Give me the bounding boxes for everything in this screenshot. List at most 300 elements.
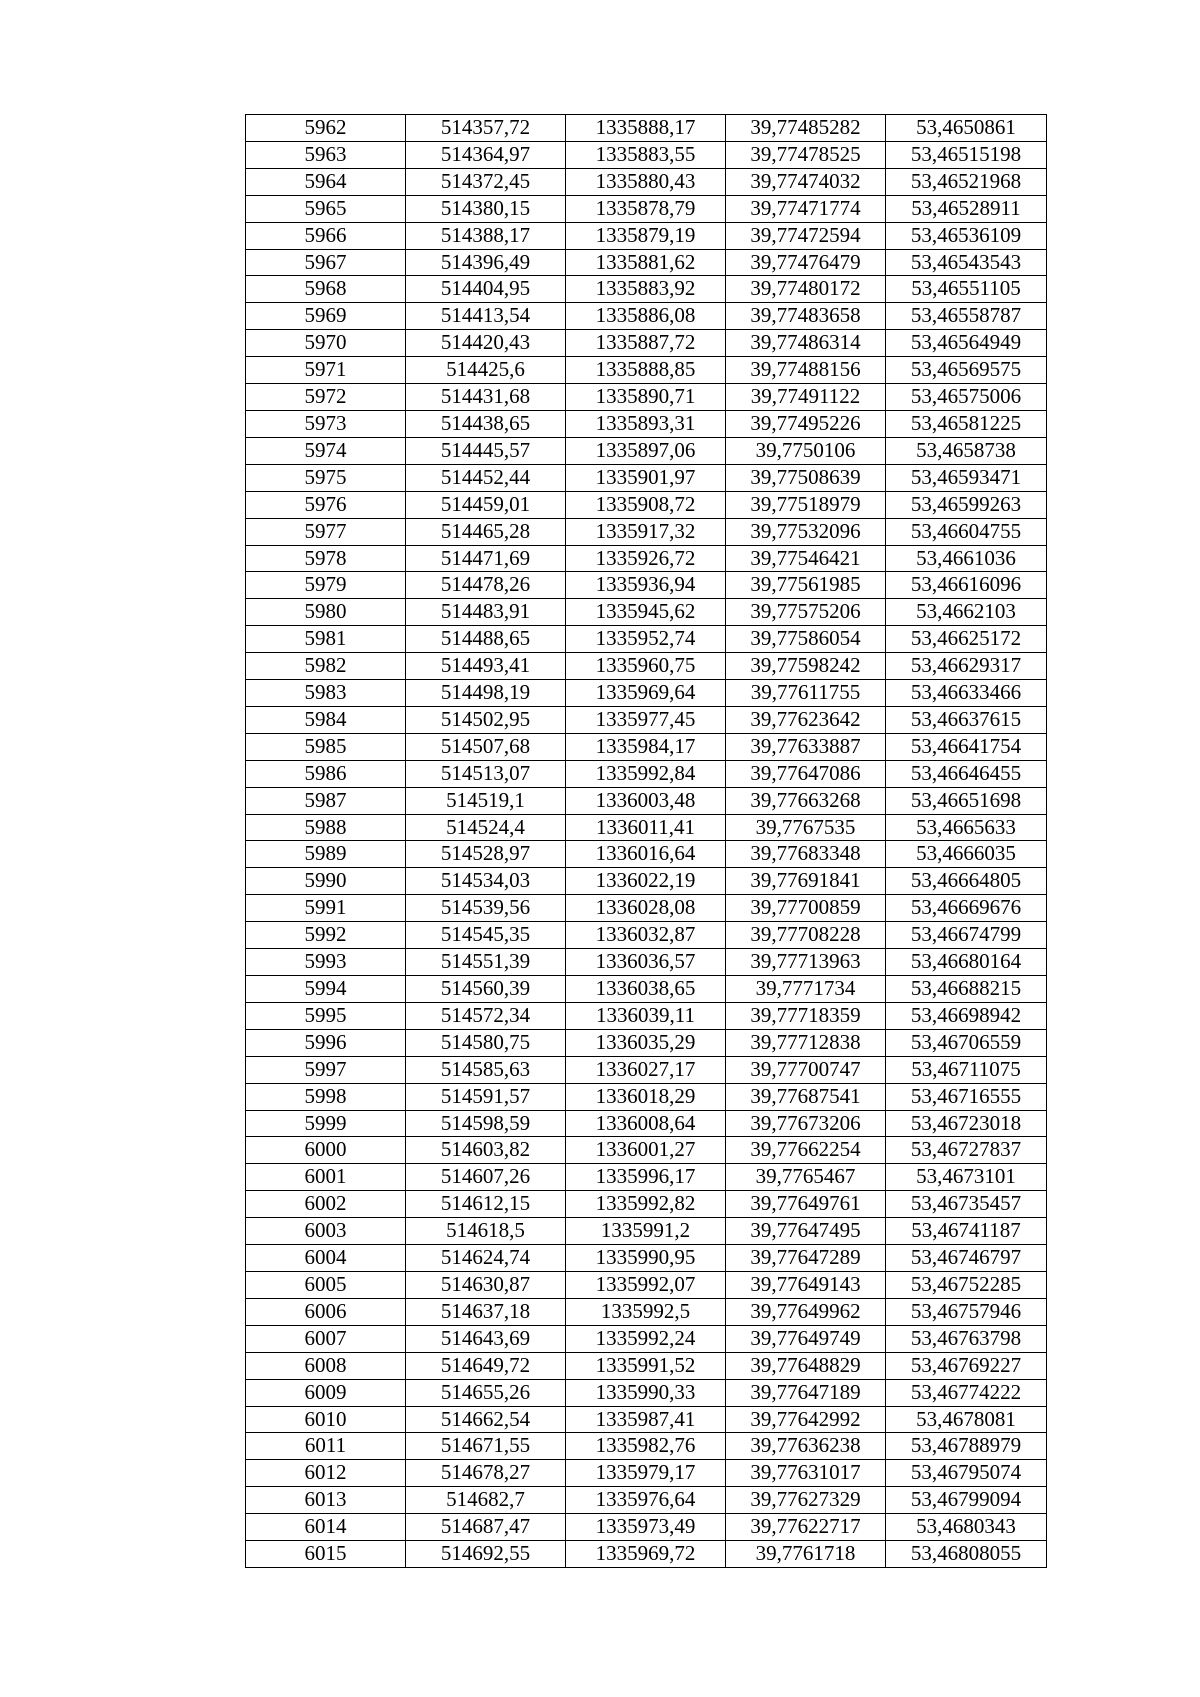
table-row <box>246 141 1047 168</box>
longitude-cell: 53,4680343 <box>886 1514 1047 1541</box>
table-row <box>246 1191 1047 1218</box>
latitude-cell: 39,7765467 <box>726 1164 886 1191</box>
longitude-cell: 53,46674799 <box>886 922 1047 949</box>
y-coordinate-cell: 1335992,07 <box>566 1271 726 1298</box>
y-coordinate-cell: 1335992,84 <box>566 760 726 787</box>
latitude-cell: 39,77546421 <box>726 545 886 572</box>
y-coordinate-cell: 1336036,57 <box>566 949 726 976</box>
y-coordinate-cell: 1335926,72 <box>566 545 726 572</box>
y-coordinate-cell: 1335879,19 <box>566 222 726 249</box>
table-row <box>246 1379 1047 1406</box>
table-row <box>246 841 1047 868</box>
longitude-cell: 53,46727837 <box>886 1137 1047 1164</box>
table-row <box>246 357 1047 384</box>
longitude-cell: 53,46716555 <box>886 1083 1047 1110</box>
latitude-cell: 39,77575206 <box>726 599 886 626</box>
point-number-cell: 6004 <box>246 1245 406 1272</box>
x-coordinate-cell: 514372,45 <box>406 168 566 195</box>
point-number-cell: 5986 <box>246 760 406 787</box>
latitude-cell: 39,77647495 <box>726 1218 886 1245</box>
y-coordinate-cell: 1335977,45 <box>566 706 726 733</box>
table-row <box>246 1029 1047 1056</box>
longitude-cell: 53,46604755 <box>886 518 1047 545</box>
x-coordinate-cell: 514678,27 <box>406 1460 566 1487</box>
x-coordinate-cell: 514452,44 <box>406 464 566 491</box>
latitude-cell: 39,77633887 <box>726 733 886 760</box>
longitude-cell: 53,46515198 <box>886 141 1047 168</box>
longitude-cell: 53,4665633 <box>886 814 1047 841</box>
latitude-cell: 39,77691841 <box>726 868 886 895</box>
table-row <box>246 949 1047 976</box>
y-coordinate-cell: 1335973,49 <box>566 1514 726 1541</box>
x-coordinate-cell: 514551,39 <box>406 949 566 976</box>
latitude-cell: 39,77647189 <box>726 1379 886 1406</box>
point-number-cell: 5964 <box>246 168 406 195</box>
longitude-cell: 53,46651698 <box>886 787 1047 814</box>
table-row <box>246 868 1047 895</box>
point-number-cell: 5976 <box>246 491 406 518</box>
latitude-cell: 39,77532096 <box>726 518 886 545</box>
point-number-cell: 6010 <box>246 1406 406 1433</box>
x-coordinate-cell: 514630,87 <box>406 1271 566 1298</box>
point-number-cell: 5973 <box>246 410 406 437</box>
point-number-cell: 5974 <box>246 437 406 464</box>
x-coordinate-cell: 514507,68 <box>406 733 566 760</box>
latitude-cell: 39,77663268 <box>726 787 886 814</box>
point-number-cell: 5981 <box>246 626 406 653</box>
point-number-cell: 5978 <box>246 545 406 572</box>
table-row <box>246 518 1047 545</box>
table-row <box>246 1514 1047 1541</box>
longitude-cell: 53,46735457 <box>886 1191 1047 1218</box>
y-coordinate-cell: 1335984,17 <box>566 733 726 760</box>
longitude-cell: 53,4650861 <box>886 115 1047 142</box>
longitude-cell: 53,46795074 <box>886 1460 1047 1487</box>
table-row <box>246 760 1047 787</box>
table-row <box>246 168 1047 195</box>
longitude-cell: 53,4662103 <box>886 599 1047 626</box>
latitude-cell: 39,77476479 <box>726 249 886 276</box>
x-coordinate-cell: 514618,5 <box>406 1218 566 1245</box>
longitude-cell: 53,46646455 <box>886 760 1047 787</box>
x-coordinate-cell: 514591,57 <box>406 1083 566 1110</box>
coordinates-table <box>245 114 1047 1568</box>
point-number-cell: 5979 <box>246 572 406 599</box>
x-coordinate-cell: 514459,01 <box>406 491 566 518</box>
y-coordinate-cell: 1335960,75 <box>566 653 726 680</box>
latitude-cell: 39,77561985 <box>726 572 886 599</box>
latitude-cell: 39,77636238 <box>726 1433 886 1460</box>
longitude-cell: 53,46664805 <box>886 868 1047 895</box>
longitude-cell: 53,46625172 <box>886 626 1047 653</box>
point-number-cell: 5994 <box>246 976 406 1003</box>
y-coordinate-cell: 1335888,17 <box>566 115 726 142</box>
table-row <box>246 1541 1047 1568</box>
latitude-cell: 39,77662254 <box>726 1137 886 1164</box>
longitude-cell: 53,46543543 <box>886 249 1047 276</box>
x-coordinate-cell: 514438,65 <box>406 410 566 437</box>
point-number-cell: 6011 <box>246 1433 406 1460</box>
y-coordinate-cell: 1336035,29 <box>566 1029 726 1056</box>
y-coordinate-cell: 1336032,87 <box>566 922 726 949</box>
x-coordinate-cell: 514488,65 <box>406 626 566 653</box>
table-row <box>246 464 1047 491</box>
x-coordinate-cell: 514687,47 <box>406 1514 566 1541</box>
latitude-cell: 39,77611755 <box>726 680 886 707</box>
point-number-cell: 6000 <box>246 1137 406 1164</box>
latitude-cell: 39,77472594 <box>726 222 886 249</box>
table-row <box>246 895 1047 922</box>
point-number-cell: 5967 <box>246 249 406 276</box>
point-number-cell: 5977 <box>246 518 406 545</box>
point-number-cell: 5970 <box>246 330 406 357</box>
table-row <box>246 1164 1047 1191</box>
y-coordinate-cell: 1335883,92 <box>566 276 726 303</box>
latitude-cell: 39,77687541 <box>726 1083 886 1110</box>
y-coordinate-cell: 1335991,52 <box>566 1352 726 1379</box>
y-coordinate-cell: 1336011,41 <box>566 814 726 841</box>
longitude-cell: 53,46616096 <box>886 572 1047 599</box>
y-coordinate-cell: 1336028,08 <box>566 895 726 922</box>
x-coordinate-cell: 514431,68 <box>406 384 566 411</box>
latitude-cell: 39,77683348 <box>726 841 886 868</box>
longitude-cell: 53,46808055 <box>886 1541 1047 1568</box>
x-coordinate-cell: 514545,35 <box>406 922 566 949</box>
point-number-cell: 5993 <box>246 949 406 976</box>
longitude-cell: 53,46569575 <box>886 357 1047 384</box>
point-number-cell: 5997 <box>246 1056 406 1083</box>
x-coordinate-cell: 514598,59 <box>406 1110 566 1137</box>
longitude-cell: 53,46637615 <box>886 706 1047 733</box>
table-row <box>246 733 1047 760</box>
latitude-cell: 39,77495226 <box>726 410 886 437</box>
y-coordinate-cell: 1335886,08 <box>566 303 726 330</box>
table-row <box>246 1406 1047 1433</box>
y-coordinate-cell: 1335976,64 <box>566 1487 726 1514</box>
point-number-cell: 5982 <box>246 653 406 680</box>
x-coordinate-cell: 514380,15 <box>406 195 566 222</box>
y-coordinate-cell: 1336001,27 <box>566 1137 726 1164</box>
latitude-cell: 39,77649761 <box>726 1191 886 1218</box>
table-row <box>246 1460 1047 1487</box>
x-coordinate-cell: 514649,72 <box>406 1352 566 1379</box>
table-row <box>246 330 1047 357</box>
longitude-cell: 53,46564949 <box>886 330 1047 357</box>
latitude-cell: 39,77508639 <box>726 464 886 491</box>
latitude-cell: 39,7767535 <box>726 814 886 841</box>
table-row <box>246 303 1047 330</box>
table-row <box>246 1137 1047 1164</box>
longitude-cell: 53,46593471 <box>886 464 1047 491</box>
x-coordinate-cell: 514502,95 <box>406 706 566 733</box>
point-number-cell: 6015 <box>246 1541 406 1568</box>
x-coordinate-cell: 514572,34 <box>406 1002 566 1029</box>
table-row <box>246 410 1047 437</box>
latitude-cell: 39,77622717 <box>726 1514 886 1541</box>
y-coordinate-cell: 1335991,2 <box>566 1218 726 1245</box>
x-coordinate-cell: 514493,41 <box>406 653 566 680</box>
latitude-cell: 39,77713963 <box>726 949 886 976</box>
latitude-cell: 39,77488156 <box>726 357 886 384</box>
point-number-cell: 5999 <box>246 1110 406 1137</box>
point-number-cell: 6003 <box>246 1218 406 1245</box>
table-row <box>246 545 1047 572</box>
point-number-cell: 5980 <box>246 599 406 626</box>
y-coordinate-cell: 1335945,62 <box>566 599 726 626</box>
y-coordinate-cell: 1335996,17 <box>566 1164 726 1191</box>
y-coordinate-cell: 1336027,17 <box>566 1056 726 1083</box>
latitude-cell: 39,77673206 <box>726 1110 886 1137</box>
longitude-cell: 53,46698942 <box>886 1002 1047 1029</box>
latitude-cell: 39,7750106 <box>726 437 886 464</box>
x-coordinate-cell: 514671,55 <box>406 1433 566 1460</box>
point-number-cell: 5962 <box>246 115 406 142</box>
longitude-cell: 53,46688215 <box>886 976 1047 1003</box>
x-coordinate-cell: 514585,63 <box>406 1056 566 1083</box>
longitude-cell: 53,4661036 <box>886 545 1047 572</box>
x-coordinate-cell: 514413,54 <box>406 303 566 330</box>
table-row <box>246 814 1047 841</box>
longitude-cell: 53,46680164 <box>886 949 1047 976</box>
table-row <box>246 1271 1047 1298</box>
point-number-cell: 6014 <box>246 1514 406 1541</box>
x-coordinate-cell: 514513,07 <box>406 760 566 787</box>
y-coordinate-cell: 1335890,71 <box>566 384 726 411</box>
table-row <box>246 1325 1047 1352</box>
y-coordinate-cell: 1335969,64 <box>566 680 726 707</box>
longitude-cell: 53,46746797 <box>886 1245 1047 1272</box>
longitude-cell: 53,46641754 <box>886 733 1047 760</box>
latitude-cell: 39,77647086 <box>726 760 886 787</box>
x-coordinate-cell: 514637,18 <box>406 1298 566 1325</box>
longitude-cell: 53,46599263 <box>886 491 1047 518</box>
latitude-cell: 39,77598242 <box>726 653 886 680</box>
y-coordinate-cell: 1335893,31 <box>566 410 726 437</box>
latitude-cell: 39,77486314 <box>726 330 886 357</box>
latitude-cell: 39,77471774 <box>726 195 886 222</box>
latitude-cell: 39,77648829 <box>726 1352 886 1379</box>
latitude-cell: 39,77480172 <box>726 276 886 303</box>
y-coordinate-cell: 1335992,24 <box>566 1325 726 1352</box>
table-row <box>246 1056 1047 1083</box>
latitude-cell: 39,77649962 <box>726 1298 886 1325</box>
longitude-cell: 53,46763798 <box>886 1325 1047 1352</box>
table-row <box>246 976 1047 1003</box>
y-coordinate-cell: 1335979,17 <box>566 1460 726 1487</box>
point-number-cell: 6013 <box>246 1487 406 1514</box>
table-row <box>246 653 1047 680</box>
point-number-cell: 5991 <box>246 895 406 922</box>
longitude-cell: 53,4666035 <box>886 841 1047 868</box>
y-coordinate-cell: 1335917,32 <box>566 518 726 545</box>
latitude-cell: 39,77627329 <box>726 1487 886 1514</box>
longitude-cell: 53,46521968 <box>886 168 1047 195</box>
y-coordinate-cell: 1335901,97 <box>566 464 726 491</box>
y-coordinate-cell: 1336018,29 <box>566 1083 726 1110</box>
table-row <box>246 1002 1047 1029</box>
latitude-cell: 39,77718359 <box>726 1002 886 1029</box>
x-coordinate-cell: 514425,6 <box>406 357 566 384</box>
y-coordinate-cell: 1335952,74 <box>566 626 726 653</box>
table-row <box>246 384 1047 411</box>
x-coordinate-cell: 514396,49 <box>406 249 566 276</box>
y-coordinate-cell: 1336008,64 <box>566 1110 726 1137</box>
longitude-cell: 53,46711075 <box>886 1056 1047 1083</box>
table-row <box>246 115 1047 142</box>
y-coordinate-cell: 1335883,55 <box>566 141 726 168</box>
longitude-cell: 53,4678081 <box>886 1406 1047 1433</box>
latitude-cell: 39,77642992 <box>726 1406 886 1433</box>
latitude-cell: 39,77474032 <box>726 168 886 195</box>
point-number-cell: 5989 <box>246 841 406 868</box>
latitude-cell: 39,77647289 <box>726 1245 886 1272</box>
x-coordinate-cell: 514404,95 <box>406 276 566 303</box>
latitude-cell: 39,7771734 <box>726 976 886 1003</box>
y-coordinate-cell: 1335908,72 <box>566 491 726 518</box>
longitude-cell: 53,46551105 <box>886 276 1047 303</box>
y-coordinate-cell: 1335969,72 <box>566 1541 726 1568</box>
y-coordinate-cell: 1336003,48 <box>566 787 726 814</box>
point-number-cell: 6007 <box>246 1325 406 1352</box>
point-number-cell: 6002 <box>246 1191 406 1218</box>
x-coordinate-cell: 514524,4 <box>406 814 566 841</box>
x-coordinate-cell: 514534,03 <box>406 868 566 895</box>
table-row <box>246 1433 1047 1460</box>
longitude-cell: 53,46575006 <box>886 384 1047 411</box>
table-row <box>246 249 1047 276</box>
table-row <box>246 1218 1047 1245</box>
y-coordinate-cell: 1336022,19 <box>566 868 726 895</box>
coordinates-table-body <box>246 115 1047 1568</box>
point-number-cell: 5963 <box>246 141 406 168</box>
latitude-cell: 39,77700747 <box>726 1056 886 1083</box>
table-row <box>246 787 1047 814</box>
longitude-cell: 53,4673101 <box>886 1164 1047 1191</box>
longitude-cell: 53,46669676 <box>886 895 1047 922</box>
point-number-cell: 5984 <box>246 706 406 733</box>
point-number-cell: 5975 <box>246 464 406 491</box>
point-number-cell: 6012 <box>246 1460 406 1487</box>
y-coordinate-cell: 1335897,06 <box>566 437 726 464</box>
latitude-cell: 39,77485282 <box>726 115 886 142</box>
latitude-cell: 39,77700859 <box>726 895 886 922</box>
x-coordinate-cell: 514643,69 <box>406 1325 566 1352</box>
x-coordinate-cell: 514388,17 <box>406 222 566 249</box>
longitude-cell: 53,46774222 <box>886 1379 1047 1406</box>
latitude-cell: 39,7761718 <box>726 1541 886 1568</box>
table-row <box>246 276 1047 303</box>
longitude-cell: 53,46558787 <box>886 303 1047 330</box>
point-number-cell: 5990 <box>246 868 406 895</box>
x-coordinate-cell: 514528,97 <box>406 841 566 868</box>
table-row <box>246 1298 1047 1325</box>
latitude-cell: 39,77712838 <box>726 1029 886 1056</box>
longitude-cell: 53,46769227 <box>886 1352 1047 1379</box>
x-coordinate-cell: 514603,82 <box>406 1137 566 1164</box>
table-row <box>246 626 1047 653</box>
latitude-cell: 39,77649143 <box>726 1271 886 1298</box>
latitude-cell: 39,77518979 <box>726 491 886 518</box>
longitude-cell: 53,46536109 <box>886 222 1047 249</box>
longitude-cell: 53,4658738 <box>886 437 1047 464</box>
point-number-cell: 5985 <box>246 733 406 760</box>
y-coordinate-cell: 1335878,79 <box>566 195 726 222</box>
longitude-cell: 53,46581225 <box>886 410 1047 437</box>
y-coordinate-cell: 1336039,11 <box>566 1002 726 1029</box>
x-coordinate-cell: 514607,26 <box>406 1164 566 1191</box>
latitude-cell: 39,77631017 <box>726 1460 886 1487</box>
x-coordinate-cell: 514483,91 <box>406 599 566 626</box>
latitude-cell: 39,77483658 <box>726 303 886 330</box>
point-number-cell: 6006 <box>246 1298 406 1325</box>
table-row <box>246 222 1047 249</box>
latitude-cell: 39,77478525 <box>726 141 886 168</box>
table-row <box>246 437 1047 464</box>
x-coordinate-cell: 514624,74 <box>406 1245 566 1272</box>
x-coordinate-cell: 514471,69 <box>406 545 566 572</box>
x-coordinate-cell: 514662,54 <box>406 1406 566 1433</box>
x-coordinate-cell: 514465,28 <box>406 518 566 545</box>
x-coordinate-cell: 514692,55 <box>406 1541 566 1568</box>
point-number-cell: 5969 <box>246 303 406 330</box>
x-coordinate-cell: 514364,97 <box>406 141 566 168</box>
x-coordinate-cell: 514498,19 <box>406 680 566 707</box>
point-number-cell: 5987 <box>246 787 406 814</box>
y-coordinate-cell: 1335982,76 <box>566 1433 726 1460</box>
x-coordinate-cell: 514357,72 <box>406 115 566 142</box>
x-coordinate-cell: 514655,26 <box>406 1379 566 1406</box>
table-row <box>246 1110 1047 1137</box>
longitude-cell: 53,46799094 <box>886 1487 1047 1514</box>
x-coordinate-cell: 514560,39 <box>406 976 566 1003</box>
point-number-cell: 5996 <box>246 1029 406 1056</box>
table-row <box>246 706 1047 733</box>
longitude-cell: 53,46633466 <box>886 680 1047 707</box>
longitude-cell: 53,46706559 <box>886 1029 1047 1056</box>
table-row <box>246 922 1047 949</box>
y-coordinate-cell: 1335880,43 <box>566 168 726 195</box>
longitude-cell: 53,46757946 <box>886 1298 1047 1325</box>
y-coordinate-cell: 1335990,95 <box>566 1245 726 1272</box>
y-coordinate-cell: 1335987,41 <box>566 1406 726 1433</box>
y-coordinate-cell: 1335888,85 <box>566 357 726 384</box>
table-row <box>246 195 1047 222</box>
x-coordinate-cell: 514445,57 <box>406 437 566 464</box>
point-number-cell: 6001 <box>246 1164 406 1191</box>
point-number-cell: 5972 <box>246 384 406 411</box>
y-coordinate-cell: 1335990,33 <box>566 1379 726 1406</box>
x-coordinate-cell: 514682,7 <box>406 1487 566 1514</box>
point-number-cell: 6009 <box>246 1379 406 1406</box>
y-coordinate-cell: 1335992,82 <box>566 1191 726 1218</box>
longitude-cell: 53,46741187 <box>886 1218 1047 1245</box>
point-number-cell: 6008 <box>246 1352 406 1379</box>
table-row <box>246 491 1047 518</box>
longitude-cell: 53,46629317 <box>886 653 1047 680</box>
point-number-cell: 6005 <box>246 1271 406 1298</box>
x-coordinate-cell: 514420,43 <box>406 330 566 357</box>
x-coordinate-cell: 514519,1 <box>406 787 566 814</box>
x-coordinate-cell: 514612,15 <box>406 1191 566 1218</box>
table-row <box>246 599 1047 626</box>
table-row <box>246 1083 1047 1110</box>
point-number-cell: 5992 <box>246 922 406 949</box>
point-number-cell: 5966 <box>246 222 406 249</box>
point-number-cell: 5971 <box>246 357 406 384</box>
longitude-cell: 53,46528911 <box>886 195 1047 222</box>
table-row <box>246 1487 1047 1514</box>
latitude-cell: 39,77623642 <box>726 706 886 733</box>
